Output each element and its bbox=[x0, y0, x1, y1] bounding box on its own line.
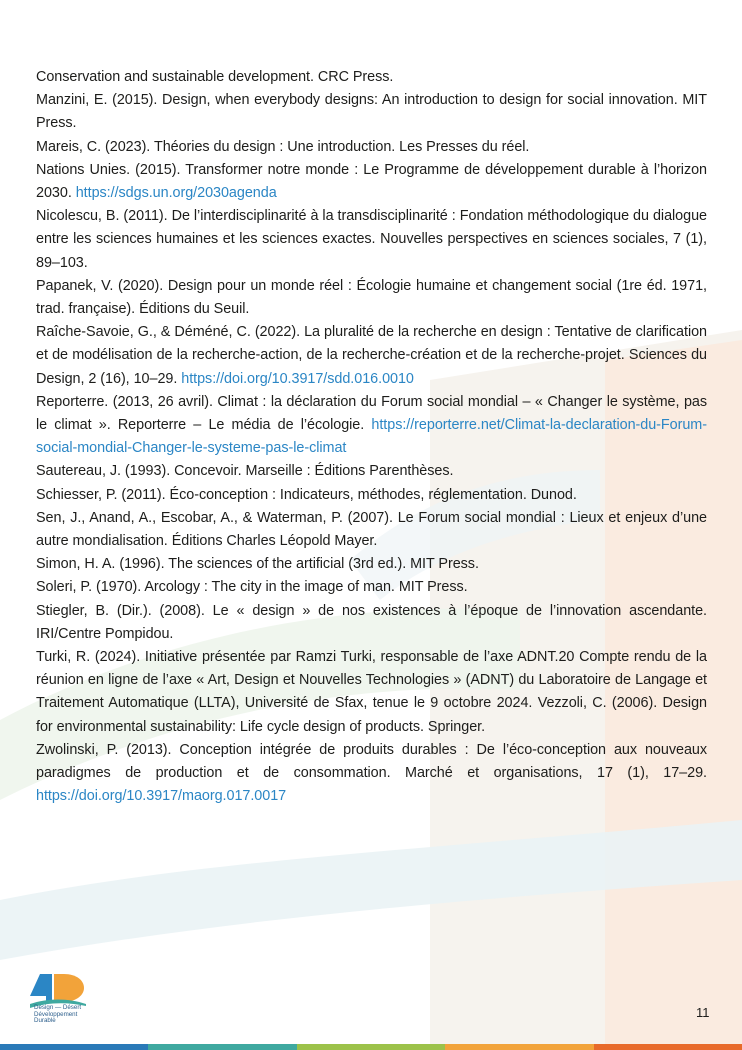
reference-link[interactable]: https://doi.org/10.3917/sdd.016.0010 bbox=[181, 370, 414, 387]
reference-item: Nations Unies. (2015). Transformer notre monde : Le Programme de développement durable à l’horizon 2030. https://sdgs.un.org/2030agenda bbox=[36, 161, 707, 202]
reference-item: Stiegler, B. (Dir.). (2008). Le « design » de nos existences à l’époque de l’innovation ascendante. IRI/Centre Pompidou. bbox=[36, 602, 707, 642]
reference-item: Simon, H. A. (1996). The sciences of the artificial (3rd ed.). MIT Press. bbox=[36, 556, 479, 573]
reference-item: Schiesser, P. (2011). Éco-conception : Indicateurs, méthodes, réglementation. Dunod. bbox=[36, 486, 577, 503]
reference-item: Raîche-Savoie, G., & Déméné, C. (2022). La pluralité de la recherche en design : Tentative de clarification et de modélisation de la recherche-action, de la recherche-création et de la recherche-projet. Sciences du Design, 2 (16), 10–29. https://doi.org/10.3917/sdd.016.0010 bbox=[36, 324, 707, 387]
bar-segment bbox=[0, 1044, 148, 1050]
page-number: 11 bbox=[696, 1005, 710, 1020]
reference-item: Conservation and sustainable development. CRC Press. bbox=[36, 69, 394, 85]
reference-item: Sen, J., Anand, A., Escobar, A., & Waterman, P. (2007). Le Forum social mondial : Lieux et enjeux d’une autre mondialisation. Éditions Charles Léopold Mayer. bbox=[36, 509, 707, 550]
reference-item: Turki, R. (2024). Initiative présentée par Ramzi Turki, responsable de l’axe ADNT.20 Compte rendu de la réunion en ligne de l’axe « Art, Design et Nouvelles Technologies » (ADNT) du Laboratoire de Langage et Traitement Automatique (LLTA), Université de Sfax, tenue le 9 octobre 2024. Vezzoli, C. (2006). Design for environmental sustainability: Life cycle design of products. Springer. bbox=[36, 649, 707, 735]
reference-item: Reporterre. (2013, 26 avril). Climat : la déclaration du Forum social mondial – « Changer le système, pas le climat ». Reporterre – Le média de l’écologie. https://reporterre.net/Climat-la-declaration-du-Forum-social-mondial-Changer-le-systeme-pas-le-climat bbox=[36, 393, 707, 457]
reference-link[interactable]: https://sdgs.un.org/2030agenda bbox=[75, 185, 277, 202]
bottom-color-bar bbox=[0, 1044, 742, 1050]
reference-item: Sautereau, J. (1993). Concevoir. Marseille : Éditions Parenthèses. bbox=[36, 463, 454, 480]
bar-segment bbox=[594, 1044, 742, 1050]
reference-item: Mareis, C. (2023). Théories du design : Une introduction. Les Presses du réel. bbox=[36, 138, 530, 155]
reference-list bbox=[36, 66, 707, 809]
logo-line: Design — Désert bbox=[34, 1004, 82, 1011]
bar-segment bbox=[445, 1044, 593, 1050]
bar-segment bbox=[297, 1044, 445, 1050]
reference-item: Manzini, E. (2015). Design, when everybody designs: An introduction to design for social innovation. MIT Press. bbox=[36, 92, 707, 132]
logo-line: Développement bbox=[34, 1010, 78, 1018]
reference-link[interactable]: https://reporterre.net/Climat-la-declaration-du-Forum-social-mondial-Changer-le-systeme-pas-le-climat bbox=[36, 417, 707, 457]
reference-link[interactable]: https://doi.org/10.3917/maorg.017.0017 bbox=[36, 788, 287, 805]
bar-segment bbox=[148, 1044, 296, 1050]
reference-item: Zwolinski, P. (2013). Conception intégrée de produits durables : De l’éco-conception aux nouveaux paradigmes de production et de consommation. Marché et organisations, 17 (1), 17–29. https://doi.org/10.3917/maorg.017.0017 bbox=[36, 741, 707, 805]
reference-item: Soleri, P. (1970). Arcology : The city in the image of man. MIT Press. bbox=[36, 579, 468, 596]
reference-item: Nicolescu, B. (2011). De l’interdisciplinarité à la transdisciplinarité : Fondation méthodologique du dialogue entre les sciences humaines et les sciences exactes. Nouvelles perspectives en sciences sociales, 7 (1), 89–103. bbox=[36, 208, 707, 271]
logo-line: Durable bbox=[34, 1017, 56, 1025]
reference-item: Papanek, V. (2020). Design pour un monde réel : Écologie humaine et changement social (1re éd. 1971, trad. française). Éditions du Seuil. bbox=[36, 277, 707, 318]
logo-caption bbox=[34, 1005, 81, 1025]
